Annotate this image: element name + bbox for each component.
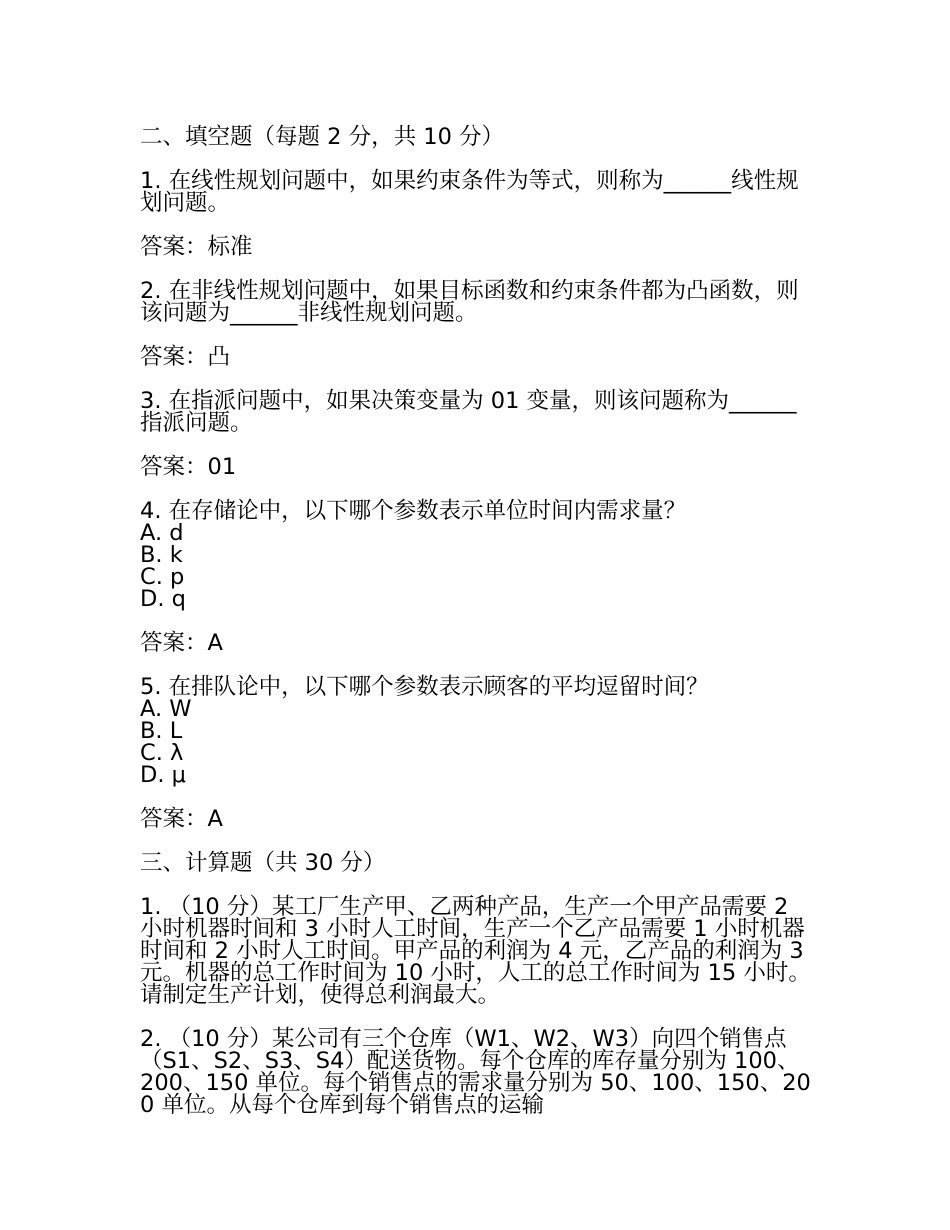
question-2-answer: 答案：凸 xyxy=(140,344,231,370)
question-5-answer: 答案：A xyxy=(140,806,223,832)
question-5-text: 5. 在排队论中，以下哪个参数表示顾客的平均逗留时间？ xyxy=(140,674,709,700)
question-3-text: 3. 在指派问题中，如果决策变量为 01 变量，则该问题称为______指派问题。 xyxy=(140,388,797,436)
question-5-option-c: C. λ xyxy=(140,740,184,766)
question-4-option-b: B. k xyxy=(140,542,183,568)
question-4-option-a: A. d xyxy=(140,520,184,546)
question-1-text: 1. 在线性规划问题中，如果约束条件为等式，则称为______线性规划问题。 xyxy=(140,168,799,216)
question-5-option-b: B. L xyxy=(140,718,183,744)
problem-2-text: 2. （10 分）某公司有三个仓库（W1、W2、W3）向四个销售点（S1、S2、S3、S4）配送货物。每个仓库的库存量分别为 100、200、150 单位。每个销售点的需求量分别为 50、100、150、200 单位。从每个仓库到每个销售点的运输 xyxy=(140,1026,811,1118)
question-3-answer: 答案：01 xyxy=(140,454,237,480)
section-heading-calculation: 三、计算题（共 30 分） xyxy=(140,850,386,876)
question-4-answer: 答案：A xyxy=(140,630,223,656)
question-4-option-d: D. q xyxy=(140,586,186,612)
question-5-option-d: D. μ xyxy=(140,762,186,788)
problem-1-text: 1. （10 分）某工厂生产甲、乙两种产品，生产一个甲产品需要 2 小时机器时间和 3 小时人工时间，生产一个乙产品需要 1 小时机器时间和 2 小时人工时间。甲产品的利润为 4 元，乙产品的利润为 3 元。机器的总工作时间为 10 小时，人工的总工作时间为 15 小时。请制定生产计划，使得总利润最大。 xyxy=(140,894,811,1008)
question-4-text: 4. 在存储论中，以下哪个参数表示单位时间内需求量？ xyxy=(140,498,687,524)
section-heading-fill-blank: 二、填空题（每题 2 分，共 10 分） xyxy=(140,124,505,150)
question-2-text: 2. 在非线性规划问题中，如果目标函数和约束条件都为凸函数，则该问题为______非线性规划问题。 xyxy=(140,278,799,326)
document-page xyxy=(140,126,812,1116)
question-4-option-c: C. p xyxy=(140,564,185,590)
question-1-answer: 答案：标准 xyxy=(140,234,253,260)
question-5-option-a: A. W xyxy=(140,696,192,722)
